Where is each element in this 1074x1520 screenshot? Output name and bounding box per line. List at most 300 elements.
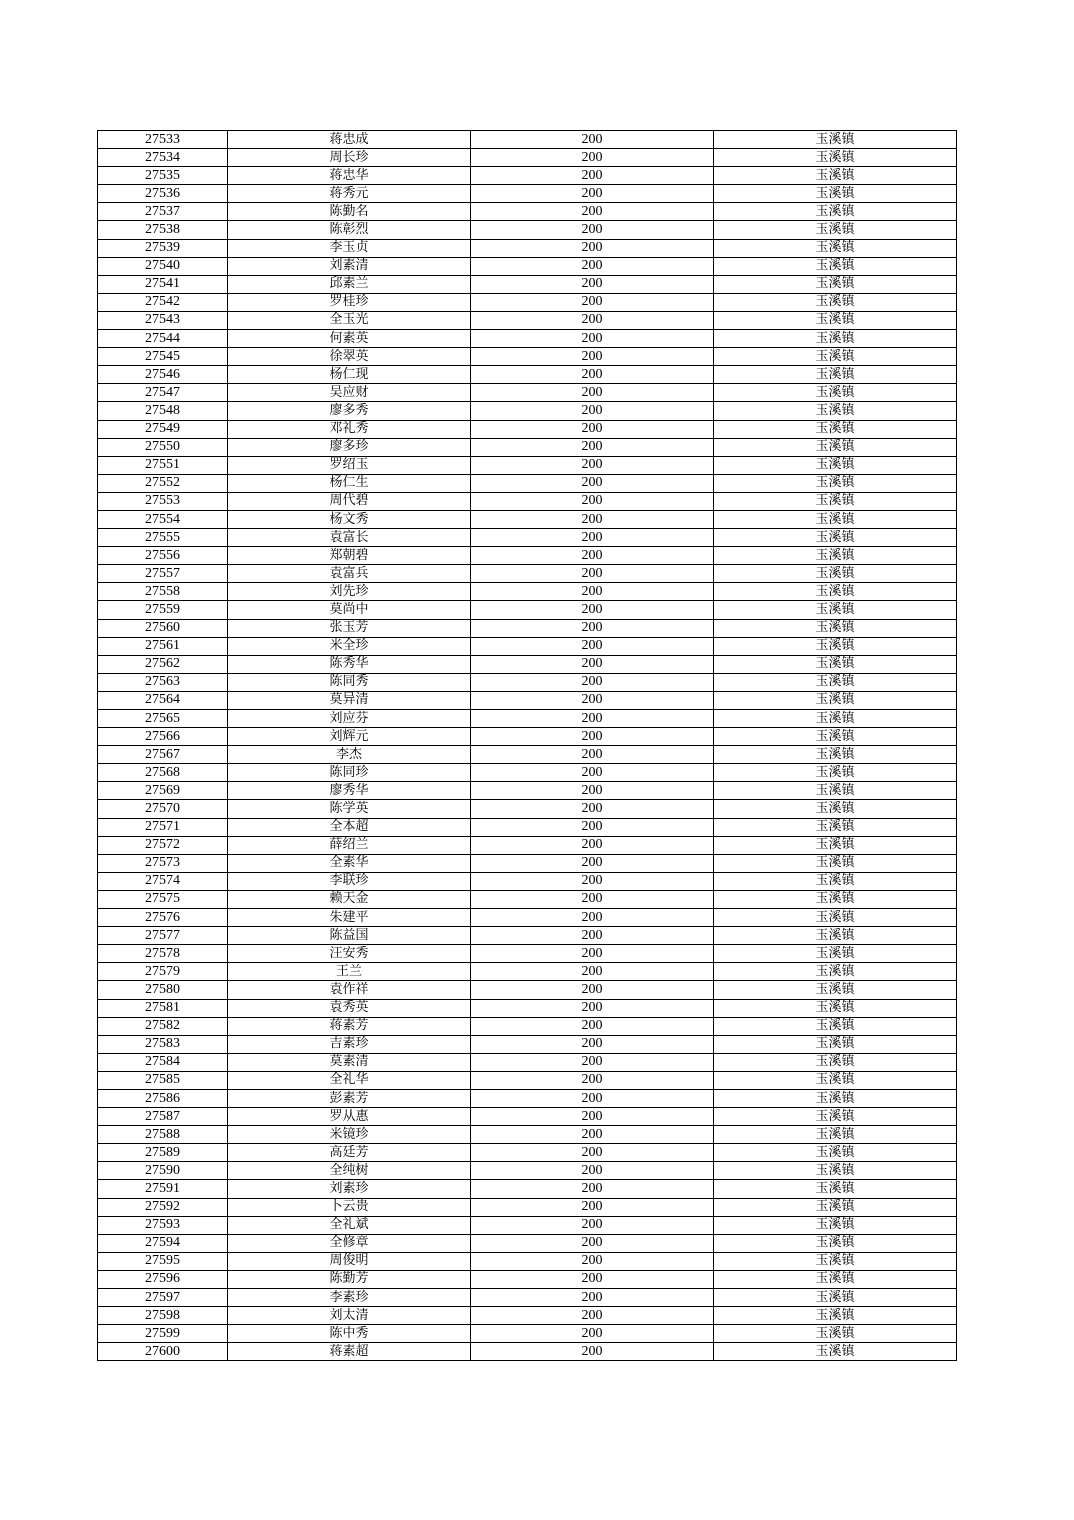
cell-number: 27574 bbox=[98, 872, 228, 890]
cell-number: 27565 bbox=[98, 710, 228, 728]
table-row bbox=[98, 311, 957, 329]
cell-number: 27580 bbox=[98, 981, 228, 999]
cell-amount: 200 bbox=[471, 1343, 714, 1361]
table-row bbox=[98, 710, 957, 728]
cell-number: 27564 bbox=[98, 691, 228, 709]
cell-town: 玉溪镇 bbox=[714, 764, 957, 782]
cell-town: 玉溪镇 bbox=[714, 1289, 957, 1307]
table-row bbox=[98, 293, 957, 311]
cell-name: 朱建平 bbox=[228, 909, 471, 927]
table-row bbox=[98, 872, 957, 890]
cell-amount: 200 bbox=[471, 872, 714, 890]
cell-name: 刘太清 bbox=[228, 1307, 471, 1325]
cell-number: 27551 bbox=[98, 456, 228, 474]
cell-name: 罗从惠 bbox=[228, 1108, 471, 1126]
cell-town: 玉溪镇 bbox=[714, 492, 957, 510]
table-row bbox=[98, 1089, 957, 1107]
cell-name: 郑朝碧 bbox=[228, 547, 471, 565]
table-row bbox=[98, 203, 957, 221]
cell-amount: 200 bbox=[471, 420, 714, 438]
table-row bbox=[98, 1343, 957, 1361]
cell-amount: 200 bbox=[471, 311, 714, 329]
table-row bbox=[98, 1234, 957, 1252]
cell-town: 玉溪镇 bbox=[714, 293, 957, 311]
cell-number: 27577 bbox=[98, 927, 228, 945]
cell-town: 玉溪镇 bbox=[714, 963, 957, 981]
table-row bbox=[98, 1270, 957, 1288]
cell-name: 袁作祥 bbox=[228, 981, 471, 999]
table-row bbox=[98, 1252, 957, 1270]
cell-number: 27559 bbox=[98, 601, 228, 619]
cell-number: 27562 bbox=[98, 655, 228, 673]
table-row bbox=[98, 257, 957, 275]
cell-name: 莫尚中 bbox=[228, 601, 471, 619]
cell-name: 全礼华 bbox=[228, 1071, 471, 1089]
cell-town: 玉溪镇 bbox=[714, 1307, 957, 1325]
cell-amount: 200 bbox=[471, 185, 714, 203]
cell-name: 全纯树 bbox=[228, 1162, 471, 1180]
table-row bbox=[98, 1053, 957, 1071]
cell-name: 陈彰烈 bbox=[228, 221, 471, 239]
cell-number: 27553 bbox=[98, 492, 228, 510]
cell-amount: 200 bbox=[471, 818, 714, 836]
table-row bbox=[98, 149, 957, 167]
cell-number: 27576 bbox=[98, 909, 228, 927]
cell-amount: 200 bbox=[471, 1089, 714, 1107]
cell-name: 袁秀英 bbox=[228, 999, 471, 1017]
cell-number: 27598 bbox=[98, 1307, 228, 1325]
cell-number: 27535 bbox=[98, 167, 228, 185]
cell-number: 27560 bbox=[98, 619, 228, 637]
cell-name: 赖天金 bbox=[228, 890, 471, 908]
cell-town: 玉溪镇 bbox=[714, 348, 957, 366]
cell-town: 玉溪镇 bbox=[714, 800, 957, 818]
table-body bbox=[98, 131, 957, 1361]
cell-amount: 200 bbox=[471, 1144, 714, 1162]
cell-town: 玉溪镇 bbox=[714, 167, 957, 185]
cell-amount: 200 bbox=[471, 1289, 714, 1307]
cell-name: 周长珍 bbox=[228, 149, 471, 167]
cell-amount: 200 bbox=[471, 1108, 714, 1126]
cell-name: 吉素珍 bbox=[228, 1035, 471, 1053]
cell-town: 玉溪镇 bbox=[714, 1089, 957, 1107]
cell-town: 玉溪镇 bbox=[714, 275, 957, 293]
cell-name: 全本超 bbox=[228, 818, 471, 836]
cell-amount: 200 bbox=[471, 764, 714, 782]
cell-number: 27596 bbox=[98, 1270, 228, 1288]
cell-name: 刘应芬 bbox=[228, 710, 471, 728]
cell-amount: 200 bbox=[471, 456, 714, 474]
cell-number: 27599 bbox=[98, 1325, 228, 1343]
cell-amount: 200 bbox=[471, 529, 714, 547]
cell-town: 玉溪镇 bbox=[714, 728, 957, 746]
table-row bbox=[98, 818, 957, 836]
cell-amount: 200 bbox=[471, 1053, 714, 1071]
cell-amount: 200 bbox=[471, 890, 714, 908]
cell-amount: 200 bbox=[471, 836, 714, 854]
cell-number: 27584 bbox=[98, 1053, 228, 1071]
cell-name: 蒋秀元 bbox=[228, 185, 471, 203]
cell-name: 陈益国 bbox=[228, 927, 471, 945]
cell-amount: 200 bbox=[471, 963, 714, 981]
cell-name: 袁富长 bbox=[228, 529, 471, 547]
cell-town: 玉溪镇 bbox=[714, 746, 957, 764]
cell-town: 玉溪镇 bbox=[714, 1017, 957, 1035]
table-row bbox=[98, 1325, 957, 1343]
cell-name: 陈学英 bbox=[228, 800, 471, 818]
cell-name: 刘先珍 bbox=[228, 583, 471, 601]
cell-amount: 200 bbox=[471, 619, 714, 637]
cell-town: 玉溪镇 bbox=[714, 1108, 957, 1126]
cell-amount: 200 bbox=[471, 1198, 714, 1216]
cell-name: 高廷芳 bbox=[228, 1144, 471, 1162]
cell-number: 27575 bbox=[98, 890, 228, 908]
cell-number: 27536 bbox=[98, 185, 228, 203]
cell-amount: 200 bbox=[471, 909, 714, 927]
cell-number: 27588 bbox=[98, 1126, 228, 1144]
cell-number: 27579 bbox=[98, 963, 228, 981]
cell-number: 27561 bbox=[98, 637, 228, 655]
table-row bbox=[98, 275, 957, 293]
cell-number: 27583 bbox=[98, 1035, 228, 1053]
cell-amount: 200 bbox=[471, 438, 714, 456]
cell-town: 玉溪镇 bbox=[714, 257, 957, 275]
cell-name: 彭素芳 bbox=[228, 1089, 471, 1107]
cell-number: 27569 bbox=[98, 782, 228, 800]
cell-town: 玉溪镇 bbox=[714, 673, 957, 691]
cell-name: 蒋素超 bbox=[228, 1343, 471, 1361]
cell-town: 玉溪镇 bbox=[714, 1144, 957, 1162]
cell-number: 27533 bbox=[98, 131, 228, 149]
cell-name: 刘辉元 bbox=[228, 728, 471, 746]
cell-town: 玉溪镇 bbox=[714, 1180, 957, 1198]
cell-name: 卜云贵 bbox=[228, 1198, 471, 1216]
cell-number: 27537 bbox=[98, 203, 228, 221]
cell-name: 罗绍玉 bbox=[228, 456, 471, 474]
cell-town: 玉溪镇 bbox=[714, 854, 957, 872]
cell-town: 玉溪镇 bbox=[714, 872, 957, 890]
cell-number: 27567 bbox=[98, 746, 228, 764]
cell-town: 玉溪镇 bbox=[714, 691, 957, 709]
table-row bbox=[98, 655, 957, 673]
cell-town: 玉溪镇 bbox=[714, 1053, 957, 1071]
table-row bbox=[98, 637, 957, 655]
cell-town: 玉溪镇 bbox=[714, 185, 957, 203]
cell-town: 玉溪镇 bbox=[714, 239, 957, 257]
table-row bbox=[98, 909, 957, 927]
table-row bbox=[98, 1017, 957, 1035]
cell-number: 27600 bbox=[98, 1343, 228, 1361]
table-row bbox=[98, 1198, 957, 1216]
cell-amount: 200 bbox=[471, 510, 714, 528]
table-row bbox=[98, 529, 957, 547]
table-row bbox=[98, 474, 957, 492]
cell-name: 刘素珍 bbox=[228, 1180, 471, 1198]
cell-number: 27556 bbox=[98, 547, 228, 565]
cell-number: 27571 bbox=[98, 818, 228, 836]
cell-number: 27595 bbox=[98, 1252, 228, 1270]
cell-number: 27552 bbox=[98, 474, 228, 492]
cell-amount: 200 bbox=[471, 637, 714, 655]
cell-town: 玉溪镇 bbox=[714, 221, 957, 239]
table-row bbox=[98, 854, 957, 872]
cell-amount: 200 bbox=[471, 348, 714, 366]
cell-number: 27558 bbox=[98, 583, 228, 601]
cell-amount: 200 bbox=[471, 800, 714, 818]
cell-town: 玉溪镇 bbox=[714, 1162, 957, 1180]
cell-town: 玉溪镇 bbox=[714, 565, 957, 583]
cell-town: 玉溪镇 bbox=[714, 782, 957, 800]
table-row bbox=[98, 673, 957, 691]
cell-town: 玉溪镇 bbox=[714, 999, 957, 1017]
cell-number: 27590 bbox=[98, 1162, 228, 1180]
cell-name: 蒋忠成 bbox=[228, 131, 471, 149]
cell-number: 27541 bbox=[98, 275, 228, 293]
cell-town: 玉溪镇 bbox=[714, 1071, 957, 1089]
table-row bbox=[98, 800, 957, 818]
cell-number: 27586 bbox=[98, 1089, 228, 1107]
cell-name: 陈同珍 bbox=[228, 764, 471, 782]
cell-town: 玉溪镇 bbox=[714, 547, 957, 565]
cell-name: 李杰 bbox=[228, 746, 471, 764]
cell-number: 27568 bbox=[98, 764, 228, 782]
table-row bbox=[98, 890, 957, 908]
cell-amount: 200 bbox=[471, 728, 714, 746]
cell-town: 玉溪镇 bbox=[714, 981, 957, 999]
table-row bbox=[98, 565, 957, 583]
cell-name: 汪安秀 bbox=[228, 945, 471, 963]
table-row bbox=[98, 1180, 957, 1198]
cell-name: 陈勤芳 bbox=[228, 1270, 471, 1288]
cell-amount: 200 bbox=[471, 221, 714, 239]
cell-name: 全修章 bbox=[228, 1234, 471, 1252]
cell-amount: 200 bbox=[471, 474, 714, 492]
cell-number: 27587 bbox=[98, 1108, 228, 1126]
cell-amount: 200 bbox=[471, 384, 714, 402]
cell-name: 邓礼秀 bbox=[228, 420, 471, 438]
cell-name: 李联珍 bbox=[228, 872, 471, 890]
table-row bbox=[98, 691, 957, 709]
cell-number: 27554 bbox=[98, 510, 228, 528]
cell-amount: 200 bbox=[471, 1270, 714, 1288]
cell-amount: 200 bbox=[471, 402, 714, 420]
cell-name: 罗桂珍 bbox=[228, 293, 471, 311]
cell-name: 陈同秀 bbox=[228, 673, 471, 691]
cell-name: 李素珍 bbox=[228, 1289, 471, 1307]
cell-number: 27534 bbox=[98, 149, 228, 167]
cell-number: 27594 bbox=[98, 1234, 228, 1252]
cell-amount: 200 bbox=[471, 1234, 714, 1252]
cell-number: 27582 bbox=[98, 1017, 228, 1035]
cell-number: 27549 bbox=[98, 420, 228, 438]
cell-amount: 200 bbox=[471, 257, 714, 275]
cell-town: 玉溪镇 bbox=[714, 909, 957, 927]
cell-number: 27592 bbox=[98, 1198, 228, 1216]
cell-amount: 200 bbox=[471, 710, 714, 728]
table-row bbox=[98, 1071, 957, 1089]
cell-town: 玉溪镇 bbox=[714, 402, 957, 420]
cell-name: 杨仁生 bbox=[228, 474, 471, 492]
cell-name: 米全珍 bbox=[228, 637, 471, 655]
cell-amount: 200 bbox=[471, 691, 714, 709]
cell-amount: 200 bbox=[471, 999, 714, 1017]
table-row bbox=[98, 456, 957, 474]
cell-number: 27597 bbox=[98, 1289, 228, 1307]
cell-amount: 200 bbox=[471, 1325, 714, 1343]
cell-amount: 200 bbox=[471, 1307, 714, 1325]
cell-town: 玉溪镇 bbox=[714, 927, 957, 945]
cell-name: 李玉贞 bbox=[228, 239, 471, 257]
table-row bbox=[98, 348, 957, 366]
cell-name: 徐翠英 bbox=[228, 348, 471, 366]
cell-town: 玉溪镇 bbox=[714, 1198, 957, 1216]
table-row bbox=[98, 1108, 957, 1126]
cell-number: 27566 bbox=[98, 728, 228, 746]
cell-town: 玉溪镇 bbox=[714, 311, 957, 329]
cell-amount: 200 bbox=[471, 655, 714, 673]
table-row bbox=[98, 583, 957, 601]
cell-number: 27581 bbox=[98, 999, 228, 1017]
cell-number: 27585 bbox=[98, 1071, 228, 1089]
cell-number: 27589 bbox=[98, 1144, 228, 1162]
cell-amount: 200 bbox=[471, 981, 714, 999]
cell-number: 27550 bbox=[98, 438, 228, 456]
cell-town: 玉溪镇 bbox=[714, 890, 957, 908]
cell-name: 王兰 bbox=[228, 963, 471, 981]
cell-amount: 200 bbox=[471, 1252, 714, 1270]
cell-number: 27547 bbox=[98, 384, 228, 402]
cell-amount: 200 bbox=[471, 945, 714, 963]
cell-number: 27563 bbox=[98, 673, 228, 691]
cell-number: 27538 bbox=[98, 221, 228, 239]
cell-amount: 200 bbox=[471, 167, 714, 185]
cell-town: 玉溪镇 bbox=[714, 456, 957, 474]
cell-number: 27578 bbox=[98, 945, 228, 963]
cell-number: 27544 bbox=[98, 330, 228, 348]
cell-town: 玉溪镇 bbox=[714, 384, 957, 402]
cell-number: 27540 bbox=[98, 257, 228, 275]
cell-name: 周代碧 bbox=[228, 492, 471, 510]
cell-amount: 200 bbox=[471, 330, 714, 348]
table-row bbox=[98, 167, 957, 185]
cell-amount: 200 bbox=[471, 601, 714, 619]
cell-name: 周俊明 bbox=[228, 1252, 471, 1270]
table-row bbox=[98, 547, 957, 565]
table-row bbox=[98, 510, 957, 528]
cell-name: 陈秀华 bbox=[228, 655, 471, 673]
table-row bbox=[98, 999, 957, 1017]
cell-town: 玉溪镇 bbox=[714, 203, 957, 221]
table-row bbox=[98, 492, 957, 510]
table-row bbox=[98, 945, 957, 963]
table-row bbox=[98, 420, 957, 438]
cell-town: 玉溪镇 bbox=[714, 1126, 957, 1144]
cell-name: 全素华 bbox=[228, 854, 471, 872]
table-row bbox=[98, 1126, 957, 1144]
cell-name: 廖多珍 bbox=[228, 438, 471, 456]
table-row bbox=[98, 384, 957, 402]
cell-town: 玉溪镇 bbox=[714, 366, 957, 384]
cell-name: 蒋素芳 bbox=[228, 1017, 471, 1035]
cell-town: 玉溪镇 bbox=[714, 1216, 957, 1234]
cell-number: 27545 bbox=[98, 348, 228, 366]
cell-name: 莫异清 bbox=[228, 691, 471, 709]
cell-name: 杨仁现 bbox=[228, 366, 471, 384]
cell-town: 玉溪镇 bbox=[714, 1270, 957, 1288]
cell-town: 玉溪镇 bbox=[714, 1035, 957, 1053]
cell-number: 27539 bbox=[98, 239, 228, 257]
table-row bbox=[98, 764, 957, 782]
table-row bbox=[98, 963, 957, 981]
cell-name: 米镜珍 bbox=[228, 1126, 471, 1144]
cell-number: 27543 bbox=[98, 311, 228, 329]
cell-name: 陈中秀 bbox=[228, 1325, 471, 1343]
cell-amount: 200 bbox=[471, 583, 714, 601]
cell-amount: 200 bbox=[471, 782, 714, 800]
cell-town: 玉溪镇 bbox=[714, 583, 957, 601]
cell-name: 杨文秀 bbox=[228, 510, 471, 528]
cell-number: 27542 bbox=[98, 293, 228, 311]
data-table bbox=[97, 130, 957, 1361]
cell-number: 27548 bbox=[98, 402, 228, 420]
table-row bbox=[98, 746, 957, 764]
cell-town: 玉溪镇 bbox=[714, 655, 957, 673]
cell-town: 玉溪镇 bbox=[714, 474, 957, 492]
cell-number: 27573 bbox=[98, 854, 228, 872]
table-row bbox=[98, 221, 957, 239]
cell-town: 玉溪镇 bbox=[714, 1325, 957, 1343]
table-row bbox=[98, 619, 957, 637]
cell-number: 27570 bbox=[98, 800, 228, 818]
cell-number: 27591 bbox=[98, 1180, 228, 1198]
cell-amount: 200 bbox=[471, 239, 714, 257]
cell-town: 玉溪镇 bbox=[714, 438, 957, 456]
cell-amount: 200 bbox=[471, 1180, 714, 1198]
cell-amount: 200 bbox=[471, 1126, 714, 1144]
cell-amount: 200 bbox=[471, 203, 714, 221]
table-row bbox=[98, 1307, 957, 1325]
cell-number: 27557 bbox=[98, 565, 228, 583]
cell-name: 袁富兵 bbox=[228, 565, 471, 583]
table-row bbox=[98, 402, 957, 420]
table-row bbox=[98, 1162, 957, 1180]
table-row bbox=[98, 330, 957, 348]
cell-amount: 200 bbox=[471, 746, 714, 764]
cell-amount: 200 bbox=[471, 149, 714, 167]
cell-town: 玉溪镇 bbox=[714, 529, 957, 547]
table-row bbox=[98, 366, 957, 384]
cell-name: 全玉光 bbox=[228, 311, 471, 329]
cell-amount: 200 bbox=[471, 492, 714, 510]
table-row bbox=[98, 1289, 957, 1307]
cell-town: 玉溪镇 bbox=[714, 1234, 957, 1252]
cell-number: 27546 bbox=[98, 366, 228, 384]
cell-name: 全礼斌 bbox=[228, 1216, 471, 1234]
cell-name: 邱素兰 bbox=[228, 275, 471, 293]
cell-town: 玉溪镇 bbox=[714, 149, 957, 167]
cell-town: 玉溪镇 bbox=[714, 330, 957, 348]
cell-amount: 200 bbox=[471, 1035, 714, 1053]
cell-name: 刘素清 bbox=[228, 257, 471, 275]
cell-name: 张玉芳 bbox=[228, 619, 471, 637]
cell-name: 莫素清 bbox=[228, 1053, 471, 1071]
cell-town: 玉溪镇 bbox=[714, 420, 957, 438]
cell-amount: 200 bbox=[471, 293, 714, 311]
cell-amount: 200 bbox=[471, 673, 714, 691]
table-row bbox=[98, 782, 957, 800]
cell-amount: 200 bbox=[471, 131, 714, 149]
table-row bbox=[98, 185, 957, 203]
